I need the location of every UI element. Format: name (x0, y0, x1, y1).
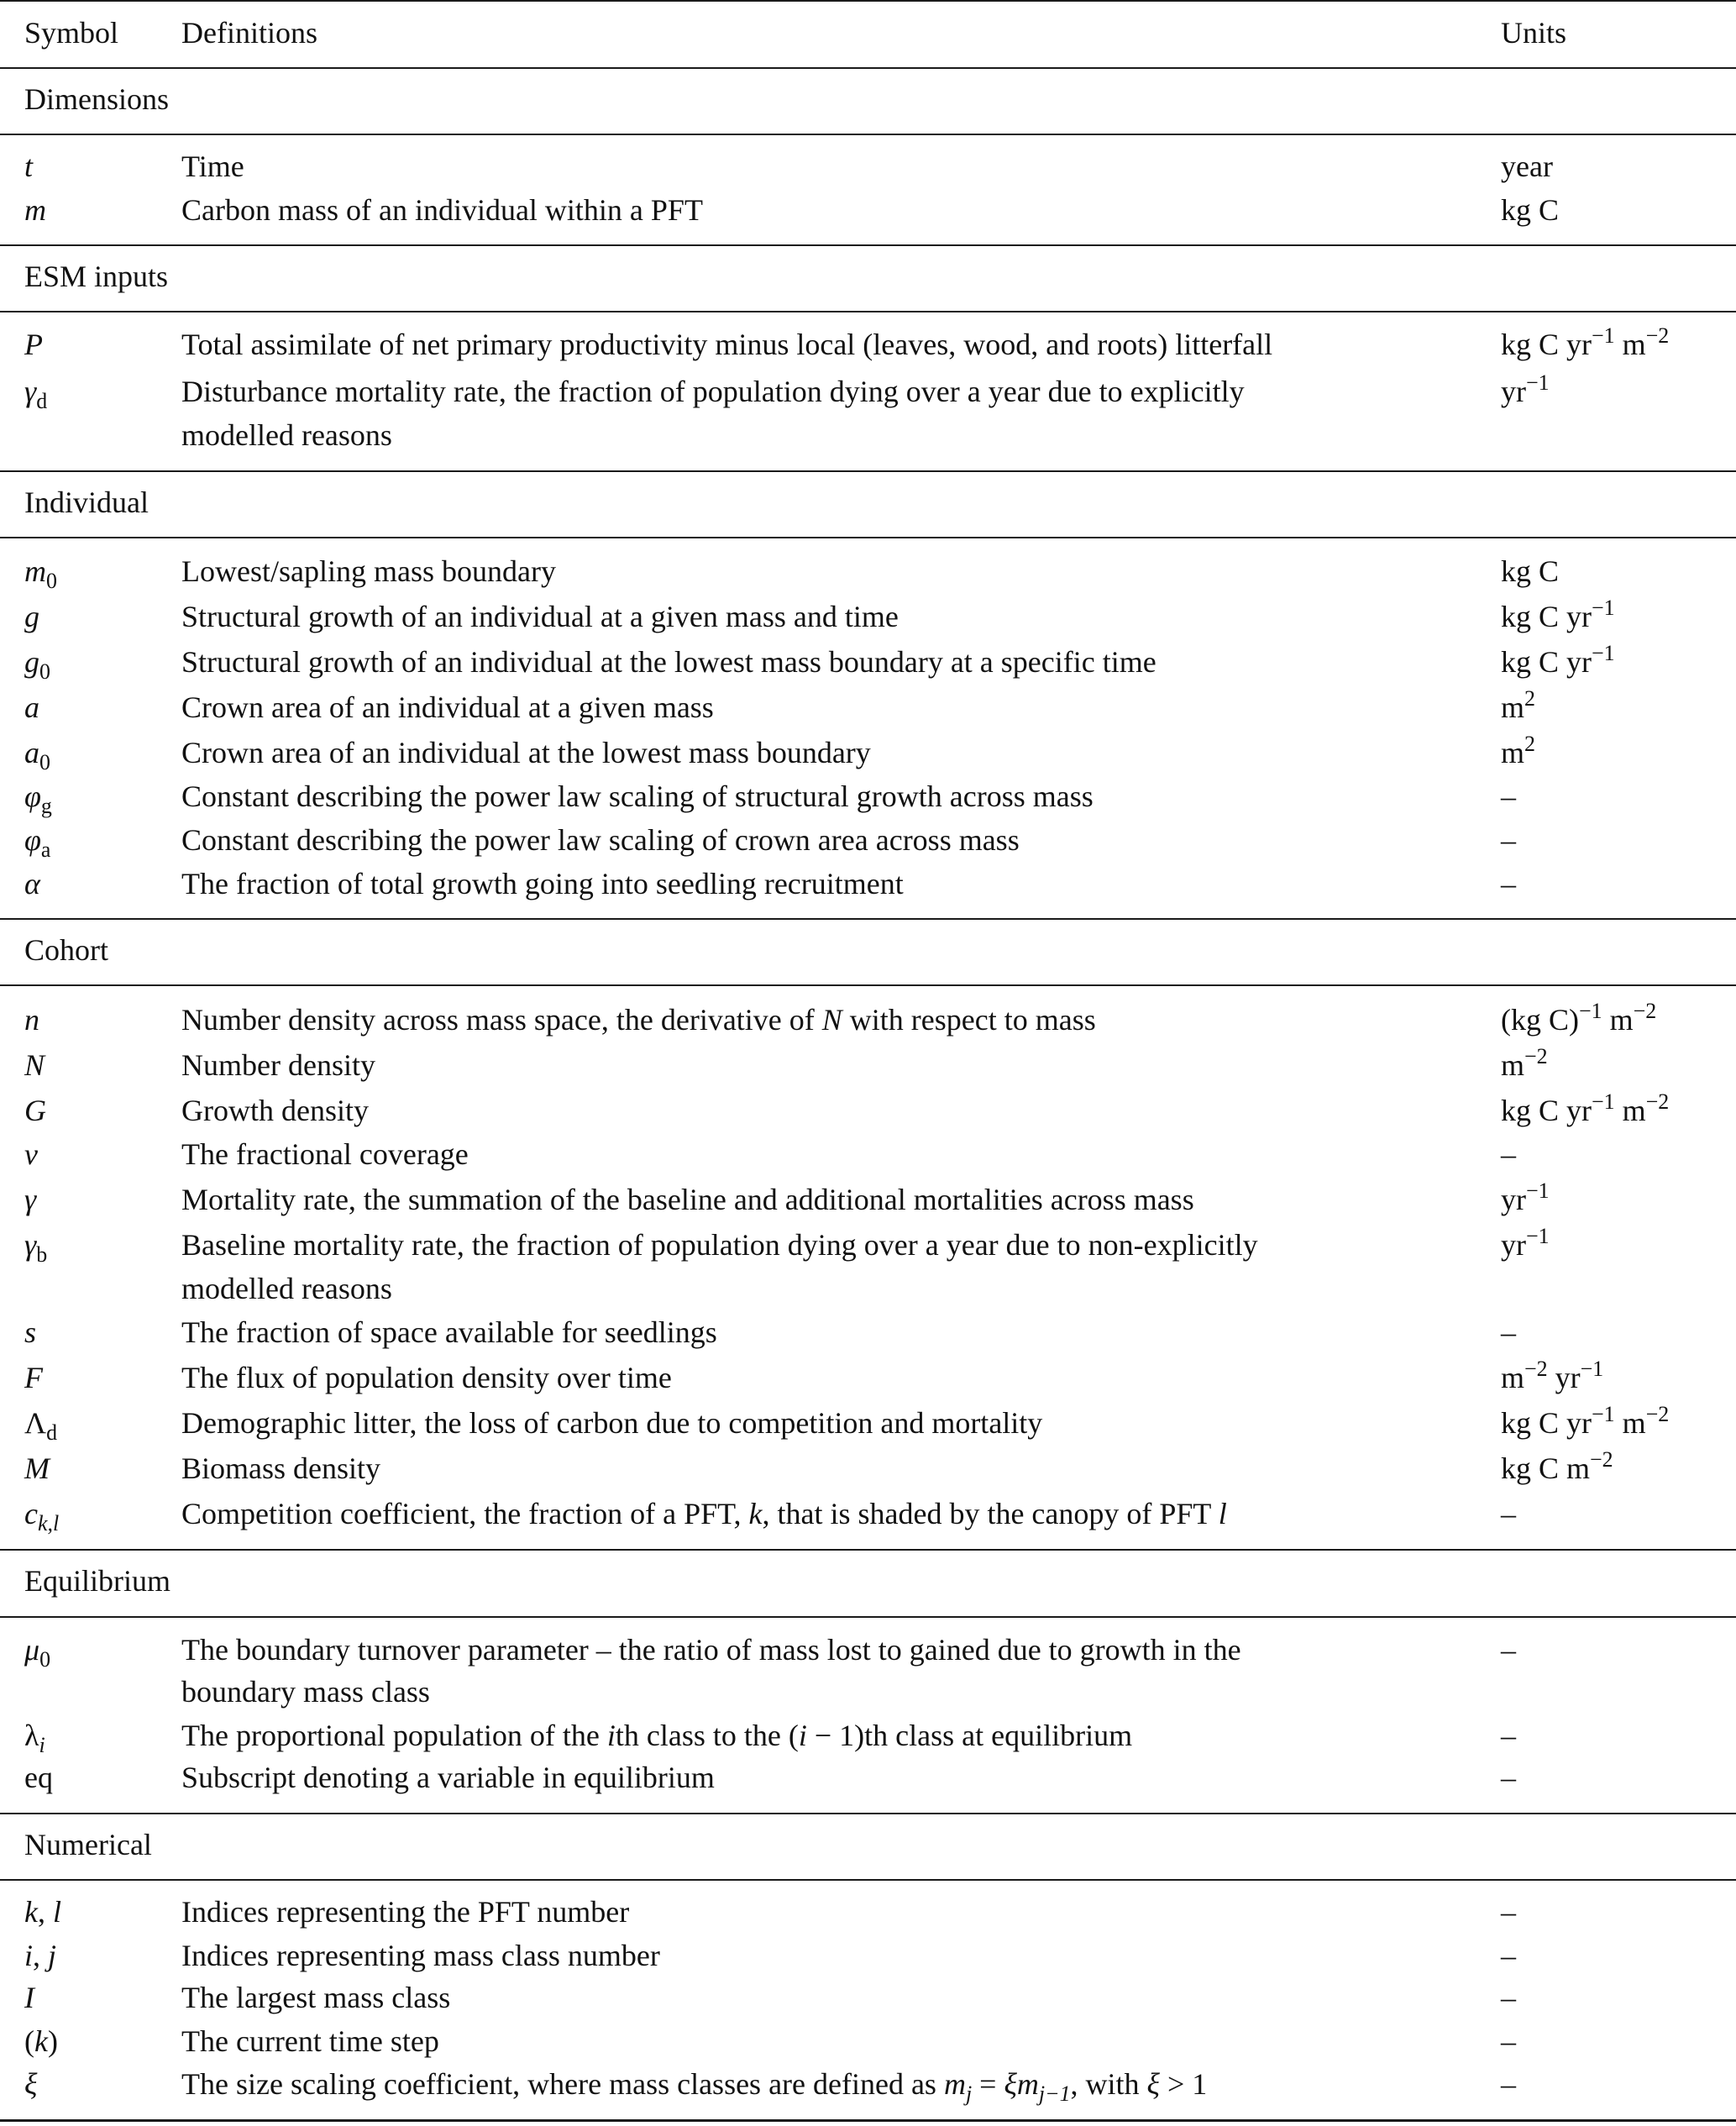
symbol: G (24, 1094, 46, 1127)
table-row (0, 862, 1736, 906)
symbol: $a_0$ (24, 736, 50, 774)
units: – (1501, 1315, 1516, 1349)
symbol: t (24, 150, 34, 183)
table-row (0, 731, 1736, 774)
units: $yr^{-1}$ (1501, 1178, 1550, 1216)
table-row (0, 323, 1736, 366)
symbol: $\gamma_b$ (24, 1228, 48, 1267)
symbol: ν (24, 1137, 38, 1171)
table-row (0, 1043, 1736, 1087)
units: kg C (1501, 554, 1560, 588)
units: year (1501, 150, 1553, 183)
units: – (1501, 2024, 1516, 2058)
units: (kg C)$^{-1}$ $m^{-2}$ (1501, 998, 1657, 1037)
symbol: eq (24, 1761, 53, 1794)
section-rule (0, 984, 1736, 986)
table-row (0, 998, 1736, 1042)
definition: Biomass density (181, 1451, 381, 1485)
section-rule (0, 918, 1736, 920)
units: $m^{-2}$ (1501, 1043, 1548, 1082)
units: – (1501, 2067, 1516, 2101)
section-title-esm-inputs: ESM inputs (24, 260, 169, 293)
definition: Crown area of an individual at the lowest mass boundary (181, 736, 871, 769)
definition: Mortality rate, the summation of the baseline and additional mortalities across mass (181, 1183, 1194, 1216)
definition: The largest mass class (181, 1981, 451, 2014)
symbol: M (24, 1451, 50, 1485)
section-rule (0, 470, 1736, 472)
symbol: i, j (24, 1939, 57, 1972)
symbol: F (24, 1361, 43, 1394)
definition: The proportional population of the ith class to the (i − 1)th class at equilibrium (181, 1719, 1133, 1752)
table-row (0, 1401, 1736, 1445)
table-row (0, 2019, 1736, 2063)
symbol: m (24, 193, 46, 227)
table-row (0, 1132, 1736, 1176)
definition: The boundary turnover parameter – the ratio of mass lost to gained due to growth in the (181, 1633, 1241, 1667)
definition: Baseline mortality rate, the fraction of population dying over a year due to non-explicitly (181, 1228, 1258, 1262)
section-rule (0, 311, 1736, 312)
table-row (0, 595, 1736, 638)
table-row (0, 188, 1736, 232)
units: – (1501, 1761, 1516, 1794)
symbol: k, l (24, 1895, 61, 1929)
table-row (0, 1628, 1736, 1672)
symbol: γ (24, 1183, 37, 1216)
definition: Constant describing the power law scaling of structural growth across mass (181, 780, 1094, 813)
units: – (1501, 1137, 1516, 1171)
symbol: (k) (24, 2024, 58, 2058)
table-row (0, 549, 1736, 593)
header-units: Units (1501, 16, 1567, 50)
units: $yr^{-1}$ (1501, 370, 1550, 408)
symbol: $\mu_0$ (24, 1633, 51, 1672)
units: kg C $yr^{-1}$ (1501, 640, 1615, 679)
definition: The size scaling coefficient, where mass classes are defined as $m_j = \xi m_{j-1}$, with ξ > 1 (181, 2067, 1208, 2106)
units: kg C (1501, 193, 1560, 227)
table-row (0, 1714, 1736, 1757)
table-row (0, 818, 1736, 862)
header-definitions: Definitions (181, 16, 317, 50)
symbol: I (24, 1981, 34, 2014)
section-rule (0, 1813, 1736, 1814)
symbol: n (24, 1003, 39, 1037)
definition: Number density (181, 1048, 375, 1082)
symbol: s (24, 1315, 37, 1349)
table-row (0, 1492, 1736, 1535)
definition: Indices representing the PFT number (181, 1895, 630, 1929)
units: – (1501, 1981, 1516, 2014)
section-title-equilibrium: Equilibrium (24, 1564, 170, 1598)
units: – (1501, 1497, 1516, 1530)
symbol: α (24, 867, 40, 900)
definition-continuation: modelled reasons (181, 1272, 392, 1305)
definition: Indices representing mass class number (181, 1939, 660, 1972)
definition: Disturbance mortality rate, the fraction of population dying over a year due to explicitly (181, 375, 1245, 408)
definition: Time (181, 150, 244, 183)
units: kg C $yr^{-1}$ $m^{-2}$ (1501, 323, 1670, 361)
symbol: $\lambda_i$ (24, 1719, 45, 1757)
units: – (1501, 780, 1516, 813)
definition: Structural growth of an individual at a given mass and time (181, 600, 899, 633)
table-row (0, 144, 1736, 188)
units: – (1501, 1633, 1516, 1667)
symbol: P (24, 328, 43, 361)
table-row (0, 1446, 1736, 1490)
bottom-rule (0, 2119, 1736, 2122)
definition: Lowest/sapling mass boundary (181, 554, 556, 588)
units: kg C $m^{-2}$ (1501, 1446, 1613, 1485)
section-title-individual: Individual (24, 486, 149, 519)
section-rule (0, 1549, 1736, 1551)
symbol: $m_0$ (24, 554, 57, 593)
definition: The current time step (181, 2024, 439, 2058)
section-rule (0, 134, 1736, 135)
definition: The flux of population density over time (181, 1361, 672, 1394)
table-row (0, 1890, 1736, 1934)
definition: Number density across mass space, the derivative of N with respect to mass (181, 1003, 1096, 1037)
table-row (0, 1934, 1736, 1977)
symbol: $c_{k,l}$ (24, 1497, 60, 1535)
symbol: $\varphi_a$ (24, 823, 51, 862)
table-row (0, 2062, 1736, 2106)
table-row (0, 1976, 1736, 2019)
units: kg C $yr^{-1}$ $m^{-2}$ (1501, 1401, 1670, 1440)
units: $m^{-2}$ $yr^{-1}$ (1501, 1356, 1604, 1394)
definition: Competition coefficient, the fraction of a PFT, k, that is shaded by the canopy of PFT l (181, 1497, 1227, 1530)
table-row (0, 1178, 1736, 1221)
top-rule (0, 0, 1736, 2)
units: – (1501, 1719, 1516, 1752)
definition-continuation: modelled reasons (181, 418, 392, 452)
symbol: $\Lambda_d$ (24, 1406, 58, 1445)
table-row (0, 685, 1736, 729)
definition: Structural growth of an individual at the lowest mass boundary at a specific time (181, 645, 1156, 679)
units: $yr^{-1}$ (1501, 1223, 1550, 1262)
definition: The fractional coverage (181, 1137, 469, 1171)
units: – (1501, 823, 1516, 857)
definition: Subscript denoting a variable in equilibrium (181, 1761, 715, 1794)
symbol: a (24, 690, 39, 724)
table-row (0, 1356, 1736, 1399)
units: kg C $yr^{-1}$ $m^{-2}$ (1501, 1089, 1670, 1127)
table-row (0, 1223, 1736, 1267)
symbol: ξ (24, 2067, 38, 2101)
table-row (0, 1310, 1736, 1354)
table-header (0, 11, 1736, 55)
definition: Crown area of an individual at a given mass (181, 690, 714, 724)
header-symbol: Symbol (24, 16, 119, 50)
units: – (1501, 867, 1516, 900)
units: – (1501, 1939, 1516, 1972)
definition: Total assimilate of net primary productivity minus local (leaves, wood, and roots) litterfall (181, 328, 1273, 361)
definition: The fraction of space available for seedlings (181, 1315, 717, 1349)
section-rule (0, 1879, 1736, 1881)
symbol: $\varphi_g$ (24, 780, 52, 818)
table-row-continuation (0, 1670, 1736, 1714)
section-rule (0, 537, 1736, 538)
units: kg C $yr^{-1}$ (1501, 595, 1615, 633)
table-row (0, 774, 1736, 818)
table-row-continuation (0, 413, 1736, 457)
symbol: $g_0$ (24, 645, 50, 684)
units: – (1501, 1895, 1516, 1929)
definition: The fraction of total growth going into seedling recruitment (181, 867, 904, 900)
section-title-cohort: Cohort (24, 933, 109, 967)
section-title-dimensions: Dimensions (24, 82, 170, 116)
definition: Constant describing the power law scaling of crown area across mass (181, 823, 1020, 857)
definition: Carbon mass of an individual within a PFT (181, 193, 703, 227)
section-rule (0, 244, 1736, 246)
table-row (0, 1756, 1736, 1799)
definition: Demographic litter, the loss of carbon due to competition and mortality (181, 1406, 1043, 1440)
units: $m^2$ (1501, 685, 1535, 724)
table-row (0, 640, 1736, 684)
symbol: g (24, 600, 39, 633)
symbol: N (24, 1048, 45, 1082)
section-title-numerical: Numerical (24, 1828, 152, 1861)
table-row-continuation (0, 1267, 1736, 1310)
table-row (0, 1089, 1736, 1132)
table-row (0, 370, 1736, 413)
definition-continuation: boundary mass class (181, 1675, 430, 1709)
units: $m^2$ (1501, 731, 1535, 769)
section-rule (0, 1616, 1736, 1618)
symbol: $\gamma_d$ (24, 375, 48, 413)
header-rule (0, 67, 1736, 69)
definition: Growth density (181, 1094, 369, 1127)
